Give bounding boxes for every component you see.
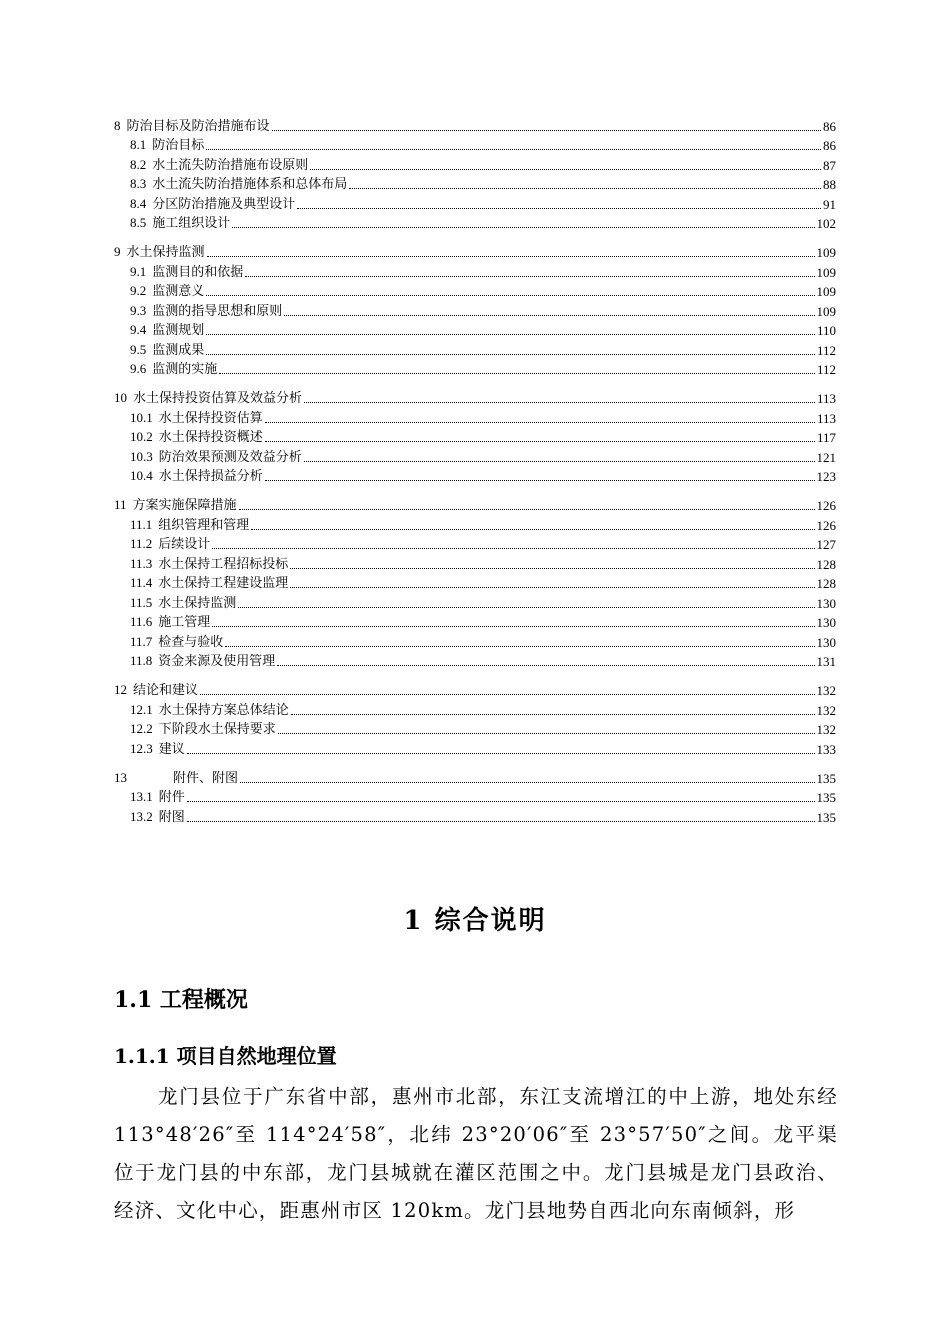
toc-page-number: 132 [816, 722, 836, 737]
toc-section-entry[interactable] [114, 466, 836, 486]
toc-entry-number: 8.3 [130, 176, 147, 191]
toc-entry-number: 10.2 [130, 429, 153, 444]
toc-entry-text: 附件、附图 [173, 770, 239, 786]
toc-page-number: 123 [816, 469, 836, 484]
toc-page-number: 131 [816, 654, 836, 669]
toc-dot-leader [187, 800, 815, 802]
toc-section-entry[interactable] [114, 407, 836, 427]
toc-entry-number: 11.1 [130, 516, 153, 532]
toc-page-number: 128 [816, 576, 836, 591]
toc-entry-text: 下阶段水土保持要求 [158, 722, 276, 737]
toc-chapter-entry[interactable] [114, 388, 836, 408]
toc-entry-title [130, 176, 347, 193]
toc-entry-title [130, 215, 230, 232]
toc-entry-title [130, 721, 276, 738]
toc-entry-title [130, 196, 295, 213]
toc-dot-leader [200, 693, 814, 695]
toc-entry-number: 8.2 [130, 156, 147, 172]
toc-section-entry[interactable] [114, 213, 836, 233]
toc-section-entry[interactable] [114, 193, 836, 213]
toc-page-number: 88 [823, 177, 836, 192]
toc-section-entry[interactable] [114, 651, 836, 671]
toc-entry-text: 附件 [158, 790, 185, 805]
toc-section-entry[interactable] [114, 446, 836, 466]
toc-entry-text: 水土保持投资概述 [158, 430, 263, 445]
toc-page-number: 133 [816, 741, 836, 757]
toc-section-entry[interactable] [114, 787, 836, 807]
toc-entry-number: 9.5 [130, 341, 147, 357]
toc-page-number: 130 [816, 634, 836, 650]
toc-page-number: 128 [816, 556, 836, 572]
toc-dot-leader [206, 294, 814, 296]
toc-page-number: 112 [816, 342, 836, 358]
toc-entry-text: 结论和建议 [133, 683, 199, 698]
toc-dot-leader [232, 226, 814, 228]
toc-entry-text: 后续设计 [158, 537, 211, 552]
toc-dot-leader [206, 353, 815, 355]
toc-entry-title [130, 303, 282, 320]
toc-dot-leader [187, 820, 815, 822]
toc-dot-leader [212, 625, 814, 627]
toc-entry-text: 监测的指导思想和原则 [152, 303, 283, 319]
toc-dot-leader [265, 440, 815, 442]
toc-entry-text: 防治效果预测及效益分析 [158, 449, 302, 465]
toc-entry-title [130, 809, 185, 826]
toc-entry-title [130, 157, 308, 174]
toc-section-entry[interactable] [114, 427, 836, 447]
toc-chapter-entry[interactable] [114, 495, 836, 515]
toc-dot-leader [278, 732, 815, 734]
toc-page-number: 91 [823, 196, 836, 212]
toc-entry-text: 检查与验收 [158, 634, 224, 650]
toc-section-entry[interactable] [114, 719, 836, 739]
toc-entry-title [130, 653, 275, 670]
toc-entry-text: 水土保持工程建设监理 [158, 576, 289, 591]
toc-page-number: 127 [816, 537, 836, 552]
toc-section-entry[interactable] [114, 154, 836, 174]
toc-entry-title [130, 741, 185, 758]
toc-entry-text: 监测规划 [152, 323, 205, 338]
toc-section-entry[interactable] [114, 281, 836, 301]
toc-entry-title [130, 361, 217, 378]
toc-page-number: 132 [816, 683, 836, 698]
toc-section-entry[interactable] [114, 592, 836, 612]
section-title: 1.1 工程概况 [114, 987, 248, 1013]
toc-entry-number: 11.2 [130, 536, 153, 551]
toc-section-entry[interactable] [114, 573, 836, 593]
toc-dot-leader [290, 586, 814, 588]
toc-entry-number: 11.8 [130, 653, 153, 668]
toc-page-number: 126 [816, 517, 836, 533]
toc-entry-text: 水土保持监测 [158, 595, 237, 611]
toc-entry-number: 13.2 [130, 808, 153, 824]
toc-page-number: 117 [816, 430, 836, 445]
toc-page-number: 135 [816, 770, 836, 786]
toc-entry-title [130, 517, 249, 534]
toc-page-number: 110 [816, 323, 836, 338]
toc-chapter-entry[interactable] [114, 115, 836, 135]
toc-entry-title [130, 702, 289, 719]
toc-entry-number: 10.4 [130, 468, 153, 483]
toc-entry-title [130, 283, 204, 300]
toc-section-entry[interactable] [114, 261, 836, 281]
toc-dot-leader [212, 547, 814, 549]
toc-entry-title [130, 449, 302, 466]
toc-entry-text: 水土流失防治措施体系和总体布局 [152, 177, 348, 192]
toc-entry-number: 11.3 [130, 555, 153, 571]
toc-page-number: 86 [823, 118, 836, 134]
toc-page-number: 121 [816, 449, 836, 465]
toc-entry-text: 组织管理和管理 [158, 517, 250, 533]
toc-entry-number: 13 [114, 769, 127, 785]
toc-section-entry[interactable] [114, 738, 836, 758]
toc-page-number: 87 [823, 157, 836, 173]
toc-entry-title [130, 634, 223, 651]
toc-entry-number: 9.1 [130, 263, 147, 279]
toc-entry-number: 8.1 [130, 137, 147, 152]
toc-section-entry[interactable] [114, 534, 836, 554]
toc-entry-title [130, 322, 204, 339]
toc-entry-title [130, 614, 210, 631]
toc-entry-title [130, 468, 263, 485]
toc-entry-number: 8.4 [130, 195, 147, 211]
toc-entry-number: 11.7 [130, 633, 153, 649]
toc-dot-leader [290, 567, 814, 569]
toc-entry-number: 10 [114, 390, 127, 405]
toc-entry-number: 10.3 [130, 448, 153, 464]
toc-page-number: 109 [816, 303, 836, 319]
toc-dot-leader [187, 752, 815, 754]
toc-section-entry[interactable] [114, 135, 836, 155]
toc-entry-text: 监测的实施 [152, 362, 218, 377]
toc-page-number: 126 [816, 498, 836, 513]
toc-entry-number: 13.1 [130, 789, 153, 804]
toc-page-number: 112 [816, 362, 836, 377]
toc-entry-title [130, 342, 204, 359]
toc-entry-text: 水土保持工程招标投标 [158, 556, 289, 572]
toc-entry-number: 10.1 [130, 409, 153, 425]
toc-entry-text: 施工组织设计 [152, 216, 231, 231]
toc-entry-title [130, 410, 263, 427]
toc-dot-leader [284, 314, 814, 316]
toc-dot-leader [304, 401, 815, 403]
toc-entry-title [130, 536, 210, 553]
toc-page-number: 109 [816, 284, 836, 299]
toc-dot-leader [206, 333, 815, 335]
toc-entry-number: 11.5 [130, 594, 153, 610]
toc-entry-number: 9.3 [130, 302, 147, 318]
subsection-title: 1.1.1 项目自然地理位置 [114, 1044, 337, 1068]
toc-dot-leader [207, 255, 815, 257]
toc-section-entry[interactable] [114, 553, 836, 573]
toc-entry-number: 8.5 [130, 215, 147, 230]
toc-entry-text: 防治目标及防治措施布设 [126, 118, 270, 134]
toc-page-number: 130 [816, 615, 836, 630]
toc-section-entry[interactable] [114, 300, 836, 320]
toc-entry-number: 12.3 [130, 740, 153, 756]
toc-entry-text: 资金来源及使用管理 [158, 654, 276, 669]
toc-section-entry[interactable] [114, 359, 836, 379]
toc-entry-number: 12.1 [130, 701, 153, 717]
toc-section-entry[interactable] [114, 339, 836, 359]
chapter-title: 1 综合说明 [403, 906, 547, 936]
toc-entry-title [114, 770, 238, 787]
toc-entry-text: 监测目的和依据 [152, 264, 244, 280]
toc-entry-text: 建议 [158, 741, 185, 757]
toc-entry-text: 水土保持方案总体结论 [158, 702, 289, 718]
toc-page-number: 109 [816, 245, 836, 260]
toc-entry-number: 11 [114, 497, 127, 512]
toc-entry-title [130, 789, 185, 806]
toc-entry-text: 监测成果 [152, 342, 205, 358]
toc-page-number: 113 [816, 410, 836, 426]
toc-entry-number: 8 [114, 117, 121, 133]
toc-entry-number: 11.6 [130, 614, 153, 629]
toc-entry-text: 施工管理 [158, 615, 211, 630]
toc-dot-leader [349, 187, 821, 189]
toc-entry-text: 方案实施保障措施 [132, 498, 237, 513]
toc-dot-leader [291, 713, 815, 715]
toc-entry-title [130, 556, 288, 573]
toc-entry-title [114, 497, 237, 514]
toc-entry-text: 分区防治措施及典型设计 [152, 196, 296, 212]
toc-entry-title [130, 137, 204, 154]
toc-dot-leader [225, 645, 814, 647]
toc-entry-text: 防治目标 [152, 138, 205, 153]
toc-page-number: 113 [816, 391, 836, 406]
toc-entry-number: 9.4 [130, 322, 147, 337]
toc-entry-title [114, 390, 302, 407]
toc-entry-text: 水土保持投资估算及效益分析 [133, 391, 303, 406]
toc-entry-number: 9.2 [130, 283, 147, 298]
toc-entry-title [130, 575, 288, 592]
toc-page-number: 135 [816, 790, 836, 805]
toc-page-number: 130 [816, 595, 836, 611]
table-of-contents [114, 115, 836, 826]
toc-dot-leader [251, 528, 814, 530]
toc-entry-text: 水土保持投资估算 [158, 410, 263, 426]
toc-section-entry[interactable] [114, 699, 836, 719]
toc-entry-number: 9 [114, 244, 121, 259]
toc-entry-title [130, 264, 243, 281]
toc-entry-title [114, 244, 205, 261]
toc-entry-number: 12.2 [130, 721, 153, 736]
body-paragraph: 龙门县位于广东省中部，惠州市北部，东江支流增江的中上游，地处东经 113°48′26″至 114°24′58″，北纬 23°20′06″至 23°57′50″之间。龙平渠位于龙门县的中东部，龙门县城就在灌区范围之中。龙门县城是龙门县政治、经济、文化中心，距惠州市区 120km。龙门县地势自西北向东南倾斜，形 [114, 1085, 838, 1222]
toc-entry-number: 9.6 [130, 361, 147, 376]
toc-dot-leader [238, 606, 814, 608]
toc-page-number: 102 [816, 216, 836, 231]
toc-page-number: 132 [816, 702, 836, 718]
toc-dot-leader [240, 781, 814, 783]
toc-chapter-entry[interactable] [114, 680, 836, 700]
toc-dot-leader [219, 372, 815, 374]
toc-entry-text: 监测意义 [152, 284, 205, 299]
toc-entry-title [114, 682, 198, 699]
toc-dot-leader [239, 508, 815, 510]
toc-entry-text: 水土保持损益分析 [158, 469, 263, 484]
toc-dot-leader [272, 129, 821, 131]
toc-dot-leader [245, 275, 814, 277]
toc-dot-leader [265, 479, 815, 481]
toc-dot-leader [310, 168, 821, 170]
toc-section-entry[interactable] [114, 806, 836, 826]
toc-entry-title [114, 118, 270, 135]
toc-entry-number: 12 [114, 682, 127, 697]
toc-dot-leader [265, 421, 815, 423]
toc-section-entry[interactable] [114, 514, 836, 534]
toc-section-entry[interactable] [114, 320, 836, 340]
toc-section-entry[interactable] [114, 174, 836, 194]
toc-dot-leader [297, 207, 821, 209]
toc-page-number: 135 [816, 809, 836, 825]
toc-entry-text: 水土流失防治措施布设原则 [152, 157, 309, 173]
toc-dot-leader [304, 460, 815, 462]
toc-chapter-entry[interactable] [114, 767, 836, 787]
toc-entry-text: 水土保持监测 [126, 245, 205, 260]
toc-dot-leader [277, 664, 814, 666]
toc-dot-leader [206, 148, 821, 150]
toc-entry-title [130, 595, 236, 612]
toc-chapter-entry[interactable] [114, 242, 836, 262]
toc-section-entry[interactable] [114, 631, 836, 651]
toc-page-number: 109 [816, 264, 836, 280]
toc-section-entry[interactable] [114, 612, 836, 632]
toc-page-number: 86 [823, 138, 836, 153]
toc-entry-number: 11.4 [130, 575, 153, 590]
toc-entry-title [130, 429, 263, 446]
toc-entry-text: 附图 [158, 809, 185, 825]
